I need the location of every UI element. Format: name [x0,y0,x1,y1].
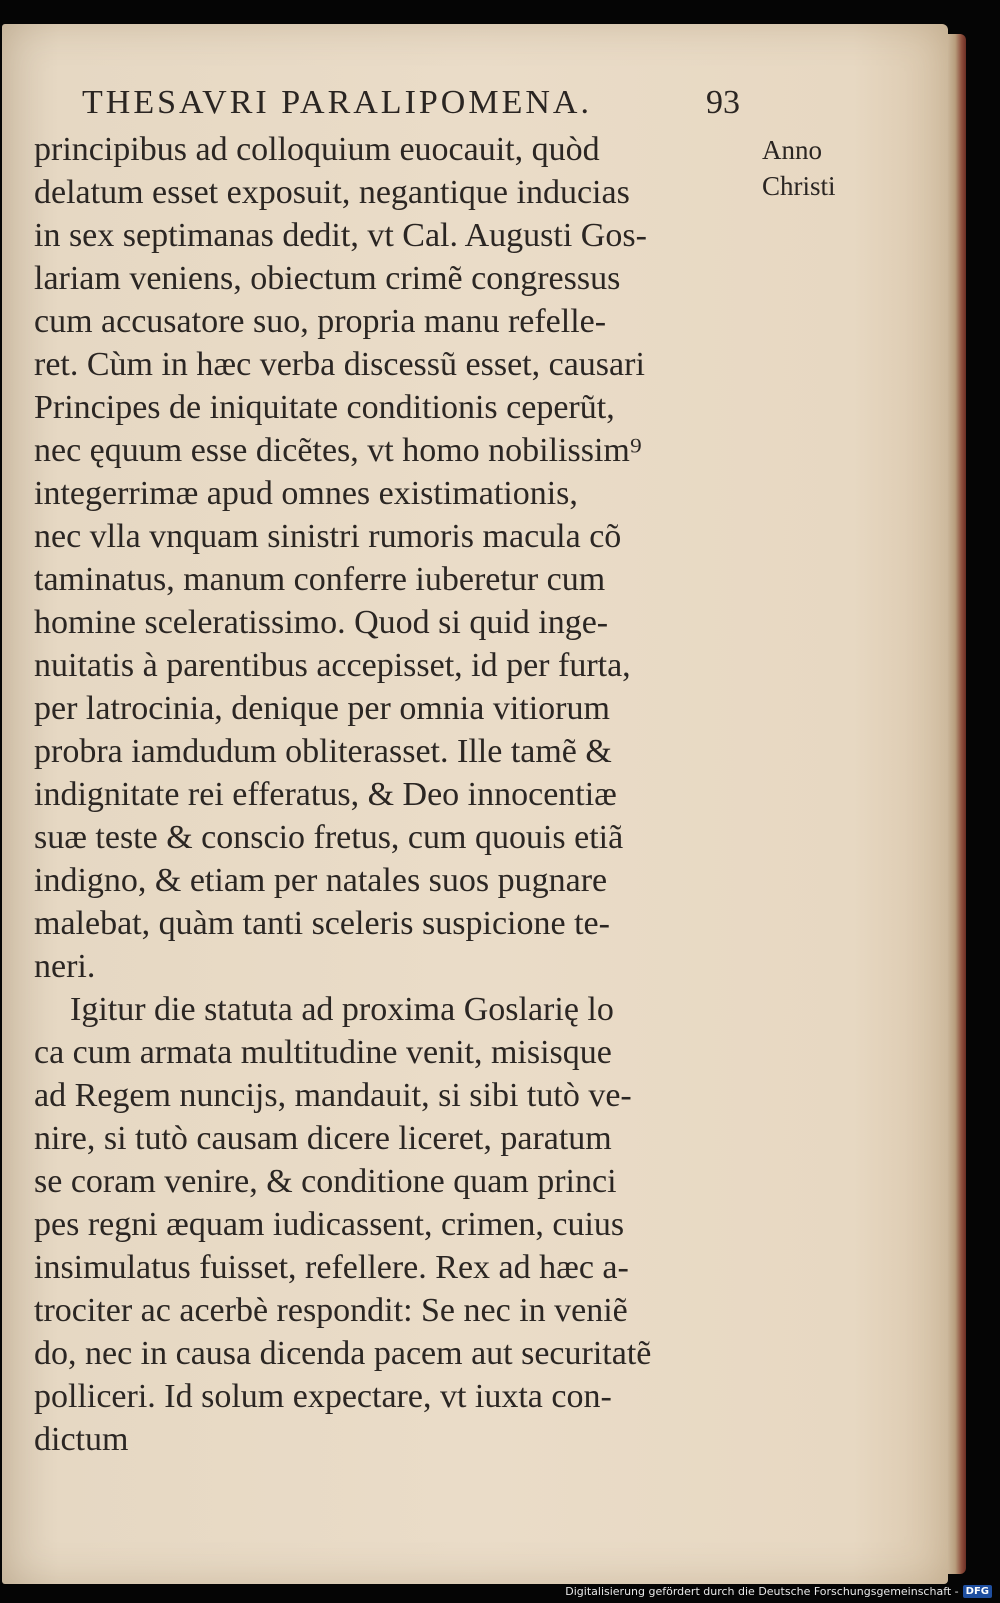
text-line: nec ęquum esse dicẽtes, vt homo nobilissim⁹ [34,432,642,469]
text-line: lariam veniens, obiectum crimẽ congressus [34,260,621,297]
text-line: Principes de iniquitate conditionis ceperũt, [34,389,615,426]
text-line: integerrimæ apud omnes existimationis, [34,475,578,512]
text-line: probra iamdudum obliterasset. Ille tamẽ & [34,733,612,770]
text-line: Igitur die statuta ad proxima Goslarię lo [70,991,614,1028]
text-line: malebat, quàm tanti sceleris suspicione te- [34,905,610,942]
margin-note-line: Christi [762,171,836,201]
text-line: taminatus, manum conferre iuberetur cum [34,561,606,598]
text-line: nuitatis à parentibus accepisset, id per furta, [34,647,631,684]
text-line: se coram venire, & conditione quam princi [34,1163,617,1200]
text-line: nire, si tutò causam dicere liceret, paratum [34,1120,612,1157]
text-line: ad Regem nuncijs, mandauit, si sibi tutò ve- [34,1077,632,1114]
text-line: indigno, & etiam per natales suos pugnare [34,862,608,899]
running-header: THESAVRI PARALIPOMENA. [82,84,592,121]
footer-credit: Digitalisierung gefördert durch die Deutsche Forschungsgemeinschaft - [565,1584,959,1598]
text-line: ret. Cùm in hæc verba discessũ esset, causari [34,346,645,383]
text-line: trociter ac acerbè respondit: Se nec in veniẽ [34,1292,628,1329]
text-line: insimulatus fuisset, refellere. Rex ad hæc a- [34,1249,629,1286]
footer [565,1581,992,1601]
text-line: homine sceleratissimo. Quod si quid inge- [34,604,609,641]
text-line: in sex septimanas dedit, vt Cal. Augusti Gos- [34,217,647,254]
margin-note-line: Anno [762,135,822,165]
text-line: polliceri. Id solum expectare, vt iuxta con- [34,1378,612,1415]
text-line: neri. [34,948,96,985]
text-line: indignitate rei efferatus, & Deo innocentiæ [34,776,617,813]
text-line: pes regni æquam iudicassent, crimen, cuius [34,1206,625,1243]
dfg-logo: DFG [963,1585,992,1598]
text-line: per latrocinia, denique per omnia vitiorum [34,690,610,727]
text-line: delatum esset exposuit, negantique inducias [34,174,630,211]
text-line: nec vlla vnquam sinistri rumoris macula cõ [34,518,622,555]
page-edge [948,34,966,1574]
text-line: ca cum armata multitudine venit, misisque [34,1034,612,1071]
page-number: 93 [706,84,740,121]
text-line: principibus ad colloquium euocauit, quòd [34,131,600,168]
text-line: dictum [34,1421,129,1458]
body-text [34,128,754,1461]
text-line: do, nec in causa dicenda pacem aut securitatẽ [34,1335,652,1372]
margin-note [762,132,882,204]
text-line: cum accusatore suo, propria manu refelle- [34,303,607,340]
text-line: suæ teste & conscio fretus, cum quouis etiã [34,819,624,856]
